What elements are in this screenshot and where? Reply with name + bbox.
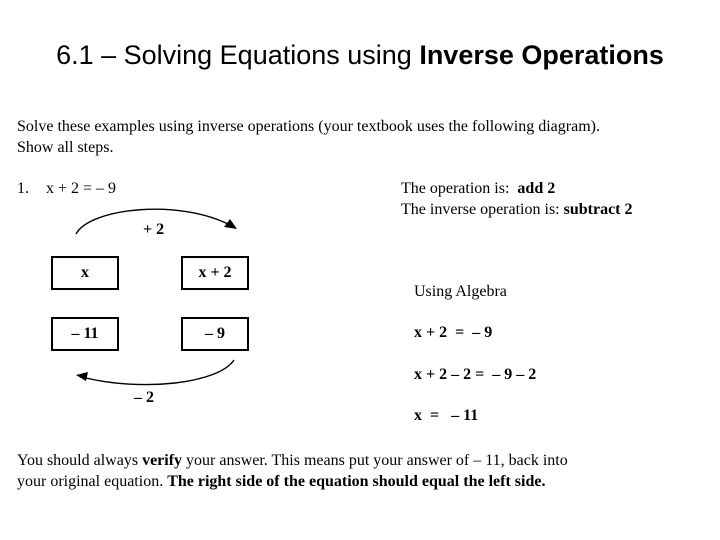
inverse-operation-label: The inverse operation is: <box>401 201 560 218</box>
title-bold: Inverse Operations <box>419 40 664 70</box>
bottom-arrow <box>82 360 234 385</box>
box-top-right: x + 2 <box>181 256 249 290</box>
problem-equation: x + 2 = – 9 <box>46 180 117 197</box>
top-arrow-head <box>224 219 237 229</box>
title-plain: 6.1 – Solving Equations using <box>56 40 420 70</box>
verify-text-3: your original equation. <box>17 473 168 490</box>
box-bottom-left: – 11 <box>51 317 119 351</box>
bottom-arrow-label: – 2 <box>134 389 154 406</box>
instructions-line-1: Solve these examples using inverse operations (your textbook uses the following diagram). <box>17 118 600 135</box>
top-arrow-label: + 2 <box>143 221 165 238</box>
verify-text-1: You should always <box>17 452 143 469</box>
inverse-operation-value: subtract 2 <box>563 201 633 218</box>
verify-text-2: your answer. This means put your answer of – 11, back into <box>182 452 568 469</box>
algebra-step-3: x = – 11 <box>414 407 479 424</box>
verify-line-1 <box>17 450 568 471</box>
algebra-step-2: x + 2 – 2 = – 9 – 2 <box>414 366 537 383</box>
verify-bold-1: verify <box>142 452 183 469</box>
instructions-line-2: Show all steps. <box>17 139 114 156</box>
verify-bold-2: The right side of the equation should equal the left side. <box>167 473 546 490</box>
bottom-arrow-head <box>76 372 88 381</box>
box-top-left: x <box>51 256 119 290</box>
operation-label: The operation is: <box>401 180 510 197</box>
algebra-step-1: x + 2 = – 9 <box>414 324 493 341</box>
box-bottom-right: – 9 <box>181 317 249 351</box>
verify-line-2 <box>17 471 545 492</box>
operation-value: add 2 <box>517 180 556 197</box>
algebra-heading: Using Algebra <box>414 283 507 300</box>
problem-number: 1. <box>17 180 29 197</box>
